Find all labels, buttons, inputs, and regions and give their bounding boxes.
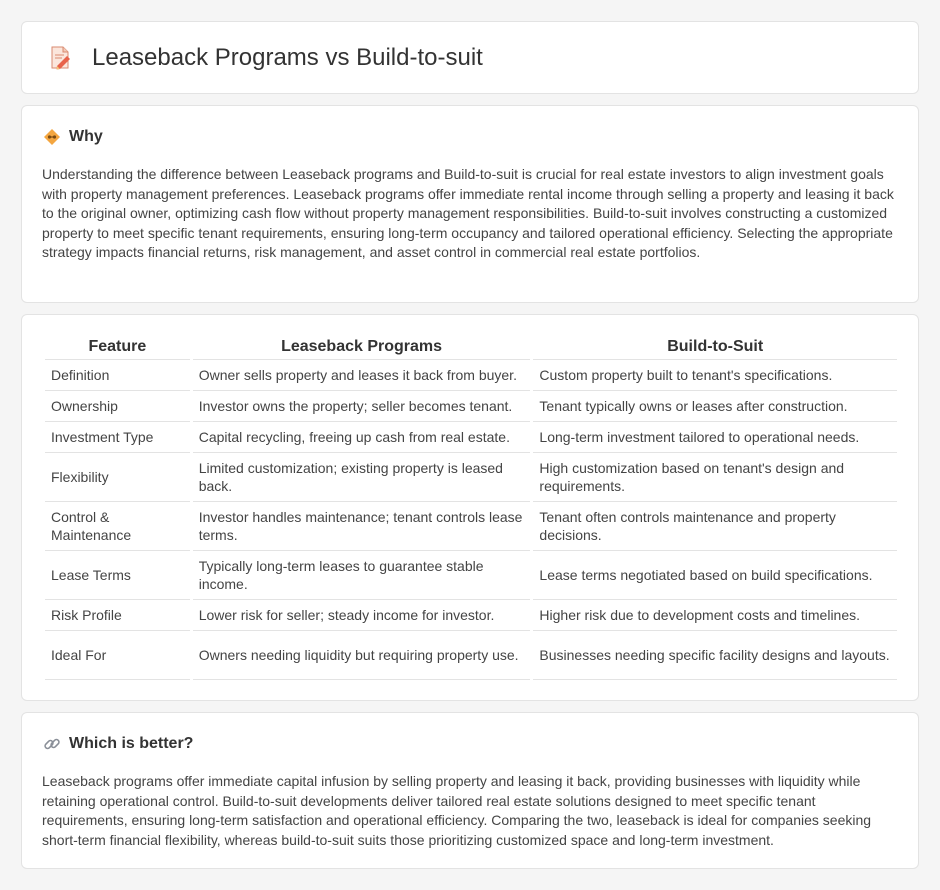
why-heading — [43, 128, 103, 146]
better-heading — [43, 735, 193, 753]
feature-cell: Flexibility — [45, 453, 190, 502]
leaseback-cell: Investor handles maintenance; tenant controls lease terms. — [193, 502, 531, 551]
why-title: Why — [69, 128, 103, 145]
build-to-suit-cell: Custom property built to tenant's specifications. — [533, 360, 897, 391]
leaseback-cell: Capital recycling, freeing up cash from real estate. — [193, 422, 531, 453]
header-build-to-suit: Build-to-Suit — [533, 337, 897, 360]
better-title: Which is better? — [69, 735, 194, 752]
hand-shake-icon — [43, 128, 61, 146]
feature-cell: Control & Maintenance — [45, 502, 190, 551]
page-title: Leaseback Programs vs Build-to-suit — [92, 43, 483, 71]
why-section — [21, 105, 919, 303]
table-row — [45, 600, 897, 631]
table-header-row — [45, 337, 897, 360]
build-to-suit-cell: High customization based on tenant's design and requirements. — [533, 453, 897, 502]
feature-cell: Investment Type — [45, 422, 190, 453]
title-card — [21, 21, 919, 94]
table-row — [45, 391, 897, 422]
build-to-suit-cell: Higher risk due to development costs and timelines. — [533, 600, 897, 631]
why-body: Understanding the difference between Leaseback programs and Build-to-suit is crucial for real estate investors to align investment goals with property management preferences. Leaseback programs offer immediate rental income through selling a property and leasing it back to the original owner, optimizing cash flow without property management responsibilities. Build-to-suit involves constructing a customized property to meet specific tenant requirements, ensuring long-term occupancy and tailored operational efficiency. Selecting the appropriate strategy impacts financial returns, risk management, and asset control in commercial real estate portfolios. — [42, 166, 894, 260]
build-to-suit-cell: Businesses needing specific facility designs and layouts. — [533, 631, 897, 680]
leaseback-cell: Typically long-term leases to guarantee stable income. — [193, 551, 531, 600]
leaseback-cell: Lower risk for seller; steady income for investor. — [193, 600, 531, 631]
leaseback-cell: Limited customization; existing property is leased back. — [193, 453, 531, 502]
feature-cell: Ideal For — [45, 631, 190, 680]
header-feature: Feature — [45, 337, 190, 360]
comparison-section — [21, 314, 919, 701]
document-pencil-icon — [48, 45, 72, 71]
table-row — [45, 453, 897, 502]
table-row — [45, 502, 897, 551]
table-row — [45, 631, 897, 680]
build-to-suit-cell: Long-term investment tailored to operational needs. — [533, 422, 897, 453]
feature-cell: Ownership — [45, 391, 190, 422]
which-is-better-section — [21, 712, 919, 869]
feature-cell: Definition — [45, 360, 190, 391]
table-row — [45, 422, 897, 453]
leaseback-cell: Investor owns the property; seller becomes tenant. — [193, 391, 531, 422]
feature-cell: Lease Terms — [45, 551, 190, 600]
build-to-suit-cell: Lease terms negotiated based on build specifications. — [533, 551, 897, 600]
link-icon — [43, 735, 61, 753]
table-row — [45, 360, 897, 391]
build-to-suit-cell: Tenant often controls maintenance and property decisions. — [533, 502, 897, 551]
comparison-table — [42, 337, 900, 680]
feature-cell: Risk Profile — [45, 600, 190, 631]
header-leaseback: Leaseback Programs — [193, 337, 531, 360]
build-to-suit-cell: Tenant typically owns or leases after construction. — [533, 391, 897, 422]
leaseback-cell: Owner sells property and leases it back from buyer. — [193, 360, 531, 391]
table-row — [45, 551, 897, 600]
leaseback-cell: Owners needing liquidity but requiring property use. — [193, 631, 531, 680]
better-body: Leaseback programs offer immediate capital infusion by selling property and leasing it back, providing businesses with liquidity while retaining operational control. Build-to-suit developments deliver tailored real estate solutions designed to meet specific tenant requirements, ensuring long-term satisfaction and operational efficiency. Comparing the two, leaseback is ideal for companies seeking short-term financial flexibility, whereas build-to-suit suits those prioritizing customized space and long-term investment. — [42, 773, 872, 848]
